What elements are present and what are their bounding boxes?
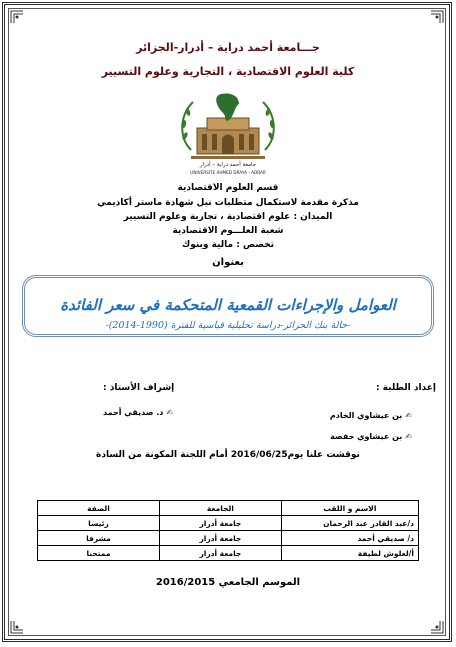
thesis-subtitle: -حالة بنك الجزائر-دراسة تحليلية قياسية للفترة (1990-2014)-	[105, 320, 351, 331]
student-name-text: بن عيشاوي الخادم	[329, 411, 403, 420]
corner-ornament-icon	[430, 10, 444, 24]
corner-ornament-icon	[10, 620, 24, 634]
member-role: ممتحنا	[38, 546, 160, 561]
defense-statement: نوقشت علنا يوم2016/06/25 أمام اللجنة المكونة من السادة	[96, 450, 360, 460]
column-header: الصفة	[38, 501, 160, 516]
member-name: د/ صديقي أحمد	[281, 531, 418, 546]
table-row	[38, 516, 419, 531]
logo-arabic-caption: جامعة أحمد دراية – أدرار	[199, 162, 257, 168]
table-row	[38, 546, 419, 561]
member-name: أ/لعلوش لطيفة	[281, 546, 418, 561]
student-name-text: بن عيشاوي حفصة	[330, 432, 403, 441]
table-row	[38, 531, 419, 546]
corner-ornament-icon	[10, 10, 24, 24]
corner-ornament-icon	[430, 620, 444, 634]
university-name: جـــامعة أحمد دراية – أدرار-الجزائر	[136, 41, 320, 54]
supervisor-name-text: د. صديقي أحمد	[103, 408, 164, 417]
supervisor-name	[103, 408, 173, 417]
student-name	[330, 432, 412, 441]
member-university: جامعة أدرار	[159, 546, 281, 561]
specialization: تخصص : مالية وبنوك	[181, 240, 274, 250]
thesis-title: العوامل والإجراءات القمعية المتحكمة في سعر الفائدة	[60, 296, 396, 314]
university-logo-icon	[173, 88, 283, 176]
students-label: إعداد الطلبة :	[375, 383, 436, 393]
faculty-name: كلية العلوم الاقتصادية ، التجارية وعلوم التسيير	[101, 65, 355, 78]
column-header: الاسم و اللقب	[281, 501, 418, 516]
table-header-row	[38, 501, 419, 516]
column-header: الجامعة	[159, 501, 281, 516]
title-label: بعنوان	[212, 257, 244, 268]
member-role: رئيسا	[38, 516, 160, 531]
member-university: جامعة أدرار	[159, 531, 281, 546]
committee-table	[37, 500, 419, 561]
member-name: د/عبد القادر عبد الرحمان	[281, 516, 418, 531]
field-of-study: الميدان : علوم اقتصادية ، تجارية وعلوم التسيير	[123, 212, 333, 222]
pen-icon: ✍	[405, 432, 412, 441]
student-name	[330, 411, 412, 420]
member-university: جامعة أدرار	[159, 516, 281, 531]
supervisor-label: إشراف الأستاذ :	[103, 383, 175, 393]
pen-icon: ✍	[405, 411, 412, 420]
logo-latin-caption: UNIVERSITE AHMED DRAYA - ADRAR	[190, 170, 266, 175]
member-role: مشرفا	[38, 531, 160, 546]
branch-name: شعبة العلـــوم الاقتصادية	[172, 226, 284, 236]
academic-year: الموسم الجامعي 2016/2015	[155, 577, 301, 588]
department-name: قسم العلوم الاقتصادية	[177, 183, 279, 193]
memo-description: مذكرة مقدمة لاستكمال متطلبات نيل شهادة ماستر أكاديمي	[97, 198, 359, 208]
pen-icon: ✍	[166, 408, 174, 417]
